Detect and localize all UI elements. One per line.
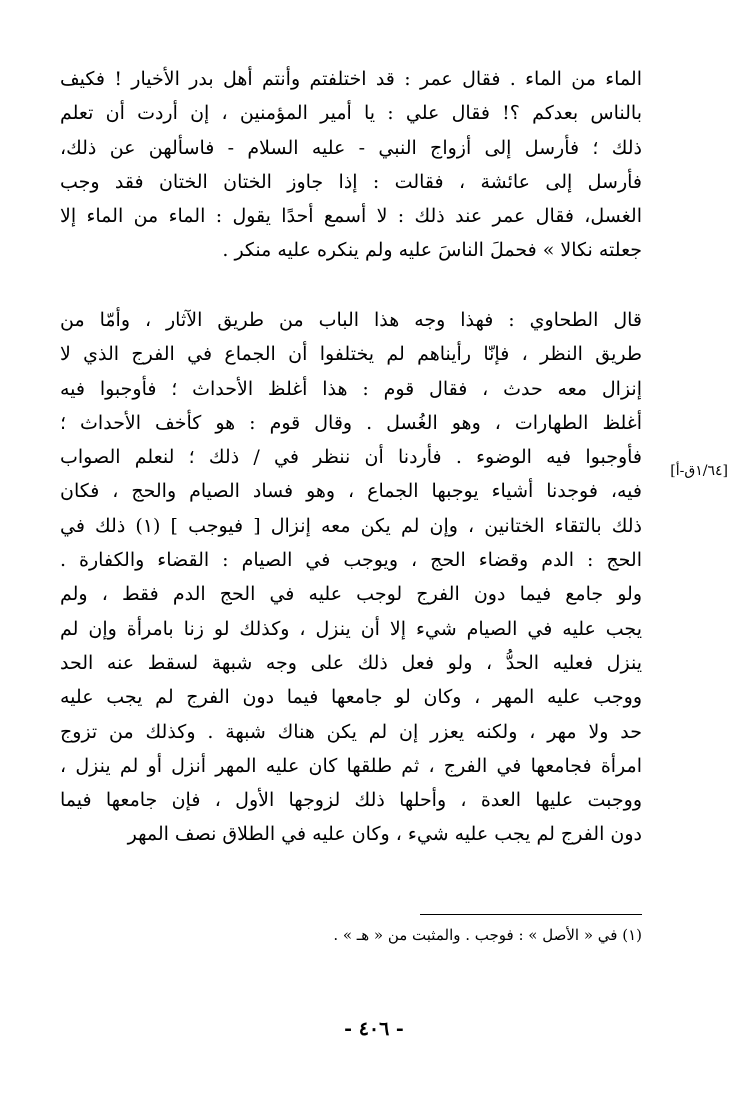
text-line: ينزل فعليه الحدُّ ، ولو فعل ذلك على وجه شبهة لسقط عنه الحد <box>60 651 642 674</box>
text-line: امرأة فجامعها في الفرج ، ثم طلقها كان عليه المهر أنزل أو لم ينزل ، <box>60 754 642 777</box>
text-line: قال الطحاوي : فهذا وجه هذا الباب من طريق الآثار ، وأمّا من <box>60 309 642 331</box>
text-line: فأوجبوا فيه الوضوء . فأردنا أن ننظر في / ذلك ؛ لنعلم الصواب <box>60 446 642 469</box>
text-line: أغلظ الطهارات ، وهو الغُسل . وقال قوم : هو كأخف الأحداث ؛ <box>60 411 642 434</box>
text-line: إنزال معه حدث ، فقال قوم : هذا أغلظ الأحداث ؛ فأوجبوا فيه <box>60 377 642 400</box>
margin-folio-note: [١/٦٤ق-أ] <box>670 463 728 479</box>
text-line: يجب عليه في الصيام شيء إلا أن ينزل ، وكذلك لو زنا بامرأة وإن لم <box>60 617 642 640</box>
text-line: ذلك ؛ فأرسل إلى أزواج النبي - عليه السلام - فاسألهن عن ذلك، <box>60 136 642 159</box>
text-line: ذلك بالتقاء الختانين ، وإن لم يكن معه إنزال [ فيوجب ] (١) ذلك في <box>60 514 642 537</box>
text-line: دون الفرج لم يجب عليه شيء ، وكان عليه في الطلاق نصف المهر <box>127 823 642 846</box>
footnote-separator <box>420 914 642 915</box>
text-line: ووجب عليه المهر ، وكان لو جامعها فيما دون الفرج لم يجب عليه <box>60 686 642 709</box>
text-line: الحج : الدم وقضاء الحج ، ويوجب في الصيام : القضاء والكفارة . <box>60 549 642 572</box>
text-line: طريق النظر ، فإنّا رأيناهم لم يختلفوا أن الجماع في الفرج الذي لا <box>60 343 642 366</box>
paragraph-2 <box>60 303 642 852</box>
page-number: - ٤٠٦ - <box>344 1018 404 1040</box>
text-line: فيه، فوجدنا أشياء يوجبها الجماع ، وهو فساد الصيام والحج ، فكان <box>60 480 642 503</box>
text-line: الغسل، فقال عمر عند ذلك : لا أسمع أحدًا يقول : الماء من الماء إلا <box>60 205 642 228</box>
text-line: بالناس بعدكم ؟! فقال علي : يا أمير المؤمنين ، إن أردت أن تعلم <box>60 102 642 125</box>
text-line: الماء من الماء . فقال عمر : قد اختلفتم وأنتم أهل بدر الأخيار ! فكيف <box>60 68 642 90</box>
footnote: (١) في « الأصل » : فوجب . والمثبت من « هـ » . <box>333 926 642 944</box>
text-line: ووجبت عليها العدة ، وأحلها ذلك لزوجها الأول ، فإن جامعها فيما <box>60 789 642 812</box>
text-line: جعلته نكالا » فحملَ الناسَ عليه ولم ينكره عليه منكر . <box>222 239 642 262</box>
text-line: فأرسل إلى عائشة ، فقالت : إذا جاوز الختان الختان فقد وجب <box>60 170 642 193</box>
paragraph-1 <box>60 62 642 268</box>
text-line: حد ولا مهر ، ولكنه يعزر إن لم يكن هناك شبهة . وكذلك من تزوج <box>60 720 642 743</box>
text-line: ولو جامع فيما دون الفرج لوجب عليه في الحج الدم فقط ، ولم <box>60 583 642 606</box>
